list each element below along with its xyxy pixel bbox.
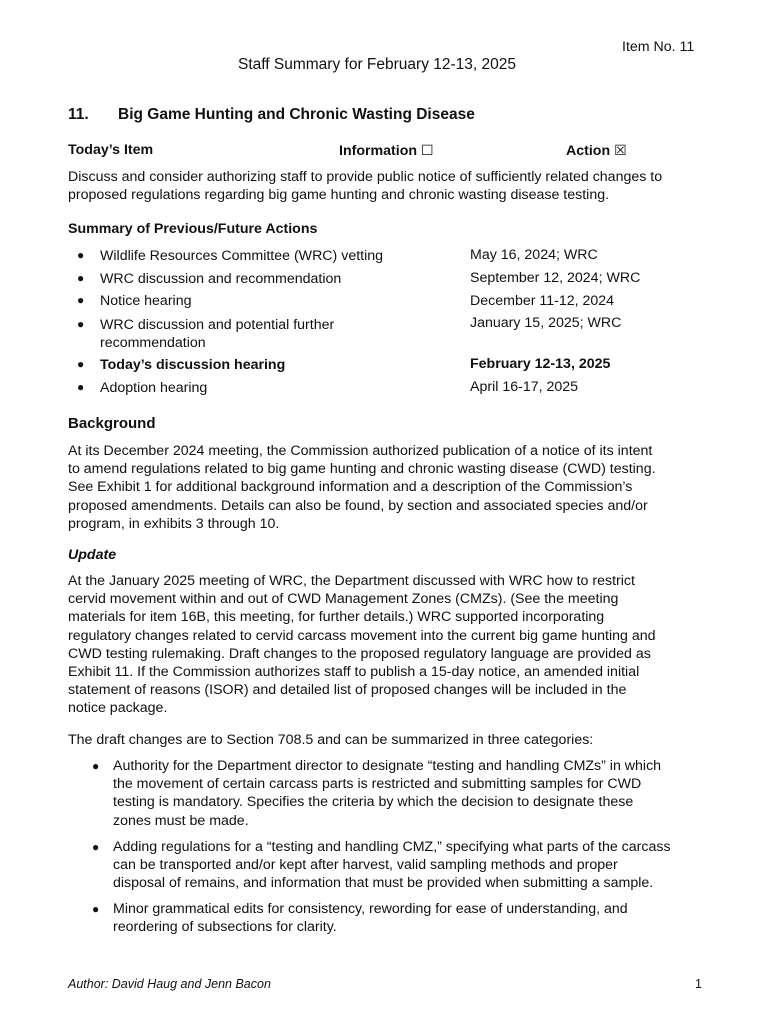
section-title: Big Game Hunting and Chronic Wasting Disease	[118, 106, 475, 123]
action-item-label-continued: recommendation	[100, 335, 206, 351]
action-item-label: Notice hearing	[100, 293, 192, 309]
text-line: the movement of certain carcass parts is restricted and submitting samples for CWD	[113, 776, 642, 793]
text-line: At its December 2024 meeting, the Commission authorized publication of a notice of its intent	[68, 443, 653, 459]
background-heading: Background	[68, 415, 156, 432]
footer-author: Author: David Haug and Jenn Bacon	[68, 977, 271, 991]
background-paragraph	[68, 442, 708, 533]
text-line: notice package.	[68, 700, 168, 717]
text-line: reordering of subsections for clarity.	[113, 919, 337, 936]
item-number: Item No. 11	[622, 39, 695, 55]
text-line: Discuss and consider authorizing staff to provide public notice of sufficiently related changes to	[68, 169, 663, 185]
text-line: program, in exhibits 3 through 10.	[68, 515, 280, 532]
text-line: proposed amendments. Details can also be found, by section and associated species and/or	[68, 497, 648, 514]
action-item-label: Adoption hearing	[100, 380, 208, 396]
category-text	[113, 900, 713, 936]
action-item-date: January 15, 2025; WRC	[470, 315, 622, 331]
update-paragraph	[68, 572, 708, 718]
text-line: testing is mandatory. Specifies the criteria by which the decision to designate these	[113, 794, 634, 811]
action-item-label: Today’s discussion hearing	[100, 357, 286, 373]
text-line: zones must be made.	[113, 812, 249, 829]
text-line: Minor grammatical edits for consistency, rewording for ease of understanding, and	[113, 901, 628, 917]
text-line: regulatory changes related to cervid carcass movement into the current big game hunting and	[68, 627, 656, 644]
bullet-icon: ●	[77, 248, 85, 262]
information-checkbox-icon: ☐	[420, 143, 434, 159]
draft-intro: The draft changes are to Section 708.5 and can be summarized in three categories:	[68, 732, 594, 748]
information-label: Information	[339, 143, 418, 159]
actions-heading: Summary of Previous/Future Actions	[68, 221, 318, 237]
page-number: 1	[695, 977, 702, 991]
todays-item-label: Today’s Item	[68, 142, 154, 158]
text-line: statement of reasons (ISOR) and detailed list of proposed changes will be included in the	[68, 682, 627, 699]
action-option	[566, 142, 627, 160]
update-heading: Update	[68, 547, 117, 563]
bullet-icon: ●	[77, 271, 85, 285]
bullet-icon: ●	[77, 293, 85, 307]
action-item-label: WRC discussion and recommendation	[100, 271, 342, 287]
text-line: proposed regulations regarding big game hunting and chronic wasting disease testing.	[68, 187, 610, 204]
action-item-date: September 12, 2024; WRC	[470, 270, 641, 286]
text-line: See Exhibit 1 for additional background information and a description of the Commission’s	[68, 479, 633, 496]
bullet-icon: ●	[77, 357, 85, 371]
text-line: to amend regulations related to big game hunting and chronic wasting disease (CWD) testing.	[68, 461, 656, 478]
text-line: CWD testing rulemaking. Draft changes to the proposed regulatory language are provided as	[68, 645, 651, 662]
category-text	[113, 757, 713, 830]
todays-item-description	[68, 168, 708, 204]
bullet-icon: ●	[92, 759, 100, 773]
bullet-icon: ●	[92, 902, 100, 916]
action-label: Action	[566, 143, 611, 159]
bullet-icon: ●	[77, 317, 85, 331]
text-line: can be transported and/or kept after harvest, valid sampling methods and proper	[113, 857, 618, 874]
text-line: Authority for the Department director to designate “testing and handling CMZs” in which	[113, 758, 662, 774]
text-line: Adding regulations for a “testing and handling CMZ,” specifying what parts of the carcass	[113, 839, 671, 855]
bullet-icon: ●	[77, 380, 85, 394]
action-checkbox-icon: ☒	[614, 143, 627, 159]
action-item-label: Wildlife Resources Committee (WRC) vetting	[100, 248, 384, 264]
summary-title: Staff Summary for February 12-13, 2025	[238, 56, 516, 73]
text-line: materials for item 16B, this meeting, for further details.) WRC supported incorporating	[68, 609, 605, 626]
bullet-icon: ●	[92, 840, 100, 854]
action-item-date: December 11-12, 2024	[470, 293, 615, 309]
text-line: Exhibit 11. If the Commission authorizes staff to publish a 15-day notice, an amended initial	[68, 664, 640, 681]
text-line: cervid movement within and out of CWD Management Zones (CMZs). (See the meeting	[68, 591, 619, 608]
information-option	[339, 142, 434, 160]
category-text	[113, 838, 713, 893]
section-number: 11.	[68, 106, 89, 123]
action-item-label: WRC discussion and potential further	[100, 317, 335, 333]
action-item-date: February 12-13, 2025	[470, 356, 611, 372]
text-line: At the January 2025 meeting of WRC, the Department discussed with WRC how to restrict	[68, 573, 635, 589]
action-item-date: May 16, 2024; WRC	[470, 247, 598, 263]
action-item-date: April 16-17, 2025	[470, 379, 579, 395]
text-line: disposal of remains, and information that must be provided when submitting a sample.	[113, 875, 654, 892]
